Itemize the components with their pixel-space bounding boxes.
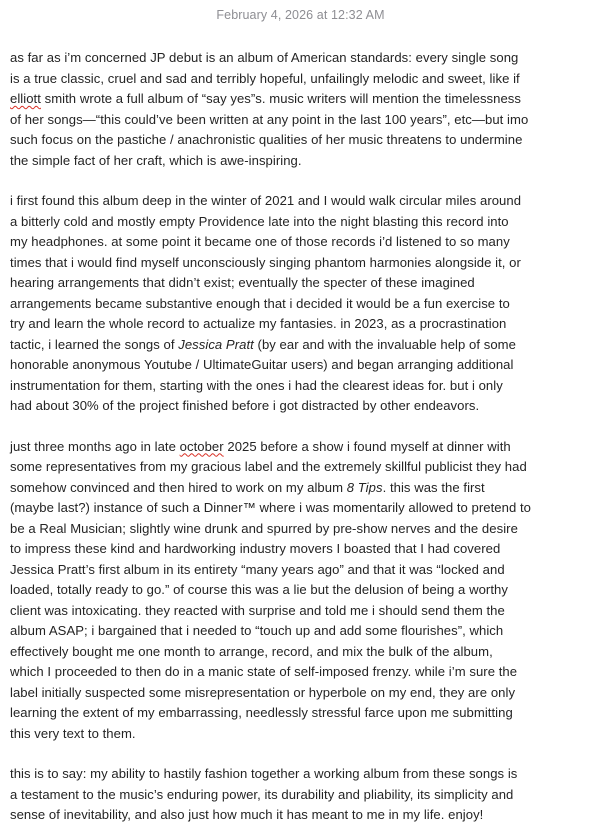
spellcheck-flagged-word[interactable]: october <box>179 438 224 454</box>
text-line: as far as i’m concerned JP debut is an album of American standards: every single song <box>10 50 519 65</box>
text-line <box>10 89 591 110</box>
text-fragment: just three months ago in late <box>10 438 180 454</box>
album-title-italic: 8 Tips <box>346 479 383 495</box>
text-line: try and learn the whole record to actualize my fantasies. in 2023, as a procrastination <box>10 316 507 331</box>
note-paragraph-4 <box>10 764 591 826</box>
text-line: had about 30% of the project finished before i got distracted by other endeavors. <box>10 398 480 413</box>
text-line: this is to say: my ability to hastily fashion together a working album from these songs is <box>10 766 518 781</box>
text-line: is a true classic, cruel and sad and terribly hopeful, unfailingly melodic and sweet, like if <box>10 70 520 86</box>
text-fragment: . this was the first <box>382 479 485 495</box>
note-body[interactable] <box>10 48 591 826</box>
text-line <box>10 335 591 356</box>
text-line: (maybe last?) instance of such a Dinner™ where i was momentarily allowed to pretend to <box>10 500 532 515</box>
spellcheck-flagged-word[interactable]: elliott <box>10 91 41 106</box>
text-line: honorable anonymous Youtube / UltimateGuitar users) and began arranging additional <box>10 357 514 372</box>
text-line: such focus on the pastiche / anachronistic qualities of her music threatens to undermine <box>10 132 523 147</box>
text-line: client was intoxicating. they reacted with surprise and told me i should send them the <box>10 602 505 618</box>
text-line: of her songs—“this could’ve been written at any point in the last 100 years”, etc—but imo <box>10 111 529 127</box>
text-line: times that i would find myself unconsciously singing phantom harmonies alongside it, or <box>10 254 521 270</box>
text-line: instrumentation for them, starting with the ones i had the clearest ideas for. but i only <box>10 377 503 393</box>
note-paragraph-2 <box>10 191 591 417</box>
note-timestamp: February 4, 2026 at 12:32 AM <box>216 8 385 22</box>
text-line: i first found this album deep in the winter of 2021 and I would walk circular miles around <box>10 193 522 208</box>
text-line: sense of inevitability, and also just how much it has meant to me in my life. enjoy! <box>10 807 484 822</box>
note-paragraph-3 <box>10 437 591 745</box>
text-line: my headphones. at some point it became one of those records i’d listened to so many <box>10 234 510 249</box>
text-line: Jessica Pratt’s first album in its entirety “many years ago” and that it was “locked and <box>10 561 505 577</box>
text-line: to impress these kind and hardworking industry movers I boasted that I had covered <box>10 541 501 556</box>
text-line: a testament to the music’s enduring power, its durability and pliability, its simplicity and <box>10 786 514 802</box>
note-paragraph-1 <box>10 48 591 171</box>
text-line: the simple fact of her craft, which is awe-inspiring. <box>10 152 302 168</box>
text-fragment: (by ear and with the invaluable help of some <box>253 336 516 352</box>
text-fragment: smith wrote a full album of “say yes”s. music writers will mention the timelessness <box>40 91 522 106</box>
text-line <box>10 437 591 458</box>
text-line <box>10 478 591 499</box>
text-line: loaded, totally ready to go.” of course this was a lie but the delusion of being a worthy <box>10 582 508 597</box>
artist-name-italic: Jessica Pratt <box>178 336 254 352</box>
text-line: effectively bought me one month to arrange, record, and mix the bulk of the album, <box>10 643 493 659</box>
text-line: album ASAP; i bargained that i needed to “touch up and add some flourishes”, which <box>10 623 504 638</box>
text-fragment: somehow convinced and then hired to work on my album <box>10 479 347 495</box>
text-fragment: tactic, i learned the songs of <box>10 336 179 352</box>
text-line: this very text to them. <box>10 725 136 741</box>
text-line: hearing arrangements that didn’t exist; eventually the specter of these imagined <box>10 275 475 290</box>
text-line: some representatives from my gracious label and the extremely skillful publicist they had <box>10 459 527 474</box>
text-line: which I proceeded to then do in a manic state of self-imposed frenzy. while i’m sure the <box>10 664 518 679</box>
text-line: learning the extent of my embarrassing, needlessly stressful farce upon me submitting <box>10 705 513 720</box>
text-line: label initially suspected some misrepresentation or hyperbole on my end, they are only <box>10 684 516 700</box>
text-fragment: 2025 before a show i found myself at dinner with <box>223 438 511 454</box>
text-line: be a Real Musician; slightly wine drunk and spurred by pre-show nerves and the desire <box>10 520 518 536</box>
text-line: a bitterly cold and mostly empty Providence late into the night blasting this record into <box>10 213 509 229</box>
text-line: arrangements became substantive enough that i decided it would be a fun exercise to <box>10 295 510 311</box>
